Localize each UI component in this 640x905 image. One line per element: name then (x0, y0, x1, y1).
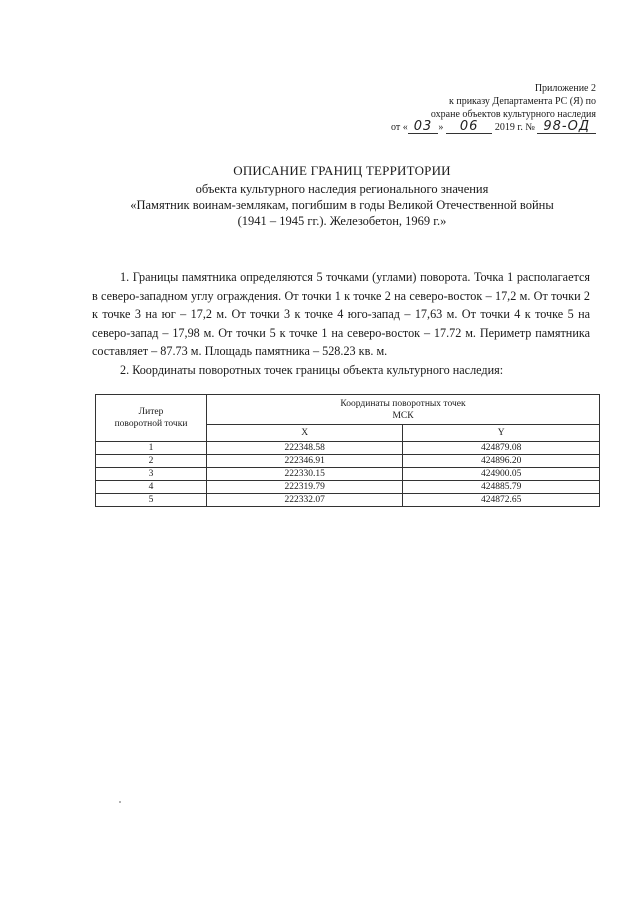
point-y: 424885.79 (403, 481, 600, 494)
point-x: 222346.91 (207, 455, 403, 468)
annex-title: Приложение 2 (534, 83, 596, 94)
point-number: 1 (96, 442, 207, 455)
point-y: 424879.08 (403, 442, 600, 455)
table-row (96, 442, 600, 455)
paragraph-coordinates-intro: 2. Координаты поворотных точек границы объекта культурного наследия: (120, 362, 504, 377)
title-object-years: (1941 – 1945 гг.). Железобетон, 1969 г.» (237, 214, 447, 228)
annex-date-line (391, 121, 596, 134)
paragraph-boundaries: 1. Границы памятника определяются 5 точками (углами) поворота. Точка 1 располагается в северо-западном углу ограждения. От точки 1 к точке 2 на северо-восток – 17,2 м. От точки 2 к точке 3 на юг – 17,2 м. От точки 3 к точке 4 юго-запад – 17,63 м. От точки 4 к точке 5 на северо-запад – 17,98 м. От точки 5 к точке 1 на северо-восток – 17.72 м. Периметр памятника составляет – 87.73 м. Площадь памятника – 528.23 кв. м. (92, 270, 590, 358)
point-y: 424872.65 (403, 494, 600, 507)
annex-order-ref: к приказу Департамента РС (Я) по (448, 96, 596, 107)
title-block (96, 163, 588, 229)
date-mid: » (438, 122, 444, 133)
point-number: 2 (96, 455, 207, 468)
point-number: 4 (96, 481, 207, 494)
handwritten-order-number: 98-ОД (537, 121, 596, 134)
header-coordinates (207, 395, 600, 425)
point-x: 222330.15 (207, 468, 403, 481)
point-x: 222332.07 (207, 494, 403, 507)
header-x: X (207, 425, 403, 442)
header-coordinates-system: МСК (392, 410, 414, 421)
coordinates-table (95, 394, 600, 507)
title-subtitle: объекта культурного наследия регионального значения (195, 182, 489, 196)
point-number: 3 (96, 468, 207, 481)
handwritten-day: 03 (408, 121, 439, 134)
point-number: 5 (96, 494, 207, 507)
header-coordinates-line1: Координаты поворотных точек (340, 398, 466, 409)
header-y: Y (403, 425, 600, 442)
scan-speck (119, 801, 121, 803)
date-year: 2019 г. № (494, 122, 535, 133)
header-liter-line1: Литер (138, 407, 164, 417)
table-row (96, 481, 600, 494)
handwritten-month: 06 (446, 121, 493, 134)
table-row (96, 455, 600, 468)
point-x: 222319.79 (207, 481, 403, 494)
body-text (92, 268, 590, 379)
header-liter-line2: поворотной точки (114, 419, 188, 429)
point-y: 424900.05 (403, 468, 600, 481)
point-y: 424896.20 (403, 455, 600, 468)
header-liter (96, 395, 207, 442)
table-row (96, 494, 600, 507)
document-title: ОПИСАНИЕ ГРАНИЦ ТЕРРИТОРИИ (233, 163, 451, 178)
annex-department: охране объектов культурного наследия (430, 109, 596, 120)
date-prefix: от « (391, 122, 408, 133)
point-x: 222348.58 (207, 442, 403, 455)
annex-header (391, 82, 596, 134)
table-row (96, 468, 600, 481)
title-object-name: «Памятник воинам-землякам, погибшим в годы Великой Отечественной войны (130, 198, 554, 212)
